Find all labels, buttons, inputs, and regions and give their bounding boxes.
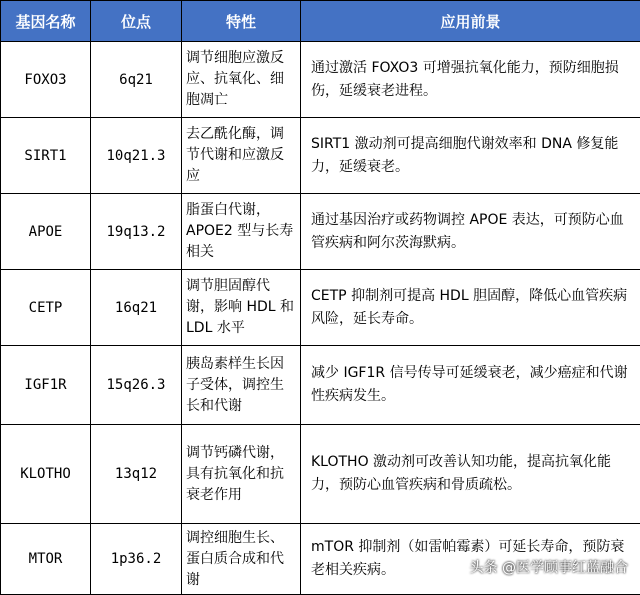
table-row [1,346,640,425]
gene-locus: 16q21 [91,270,182,346]
gene-application: KLOTHO 激动剂可改善认知功能，提高抗氧化能力，预防心血管疾病和骨质疏松。 [301,425,640,524]
gene-locus: 15q26.3 [91,346,182,425]
table-row [1,118,640,194]
gene-name: IGF1R [1,346,91,425]
header-application: 应用前景 [301,1,640,42]
table-row [1,194,640,270]
gene-locus: 19q13.2 [91,194,182,270]
gene-name: SIRT1 [1,118,91,194]
gene-feature: 调节胆固醇代谢，影响 HDL 和 LDL 水平 [182,270,301,346]
gene-feature: 胰岛素样生长因子受体，调控生长和代谢 [182,346,301,425]
table-row [1,425,640,524]
header-gene-name: 基因名称 [1,1,91,42]
header-row [1,1,640,42]
gene-feature: 调节钙磷代谢，具有抗氧化和抗衰老作用 [182,425,301,524]
gene-locus: 6q21 [91,42,182,118]
gene-locus: 13q12 [91,425,182,524]
gene-locus: 1p36.2 [91,524,182,595]
gene-name: APOE [1,194,91,270]
gene-name: MTOR [1,524,91,595]
watermark: 头条 @医学顾事红蓝融合 [470,557,628,577]
gene-locus: 10q21.3 [91,118,182,194]
gene-name: KLOTHO [1,425,91,524]
gene-application: 通过激活 FOXO3 可增强抗氧化能力，预防细胞损伤，延缓衰老进程。 [301,42,640,118]
gene-application: 通过基因治疗或药物调控 APOE 表达，可预防心血管疾病和阿尔茨海默病。 [301,194,640,270]
gene-feature: 调节细胞应激反应、抗氧化、细胞凋亡 [182,42,301,118]
gene-application: SIRT1 激动剂可提高细胞代谢效率和 DNA 修复能力，延缓衰老。 [301,118,640,194]
header-feature: 特性 [182,1,301,42]
gene-feature: 脂蛋白代谢，APOE2 型与长寿相关 [182,194,301,270]
gene-application: mTOR 抑制剂（如雷帕霉素）可延长寿命，预防衰老相关疾病。 [301,524,640,595]
table-row [1,42,640,118]
gene-name: FOXO3 [1,42,91,118]
table-row [1,270,640,346]
gene-application: CETP 抑制剂可提高 HDL 胆固醇，降低心血管疾病风险，延长寿命。 [301,270,640,346]
gene-name: CETP [1,270,91,346]
gene-feature: 去乙酰化酶，调节代谢和应激反应 [182,118,301,194]
header-locus: 位点 [91,1,182,42]
gene-feature: 调控细胞生长、蛋白质合成和代谢 [182,524,301,595]
gene-application: 减少 IGF1R 信号传导可延缓衰老，减少癌症和代谢性疾病发生。 [301,346,640,425]
